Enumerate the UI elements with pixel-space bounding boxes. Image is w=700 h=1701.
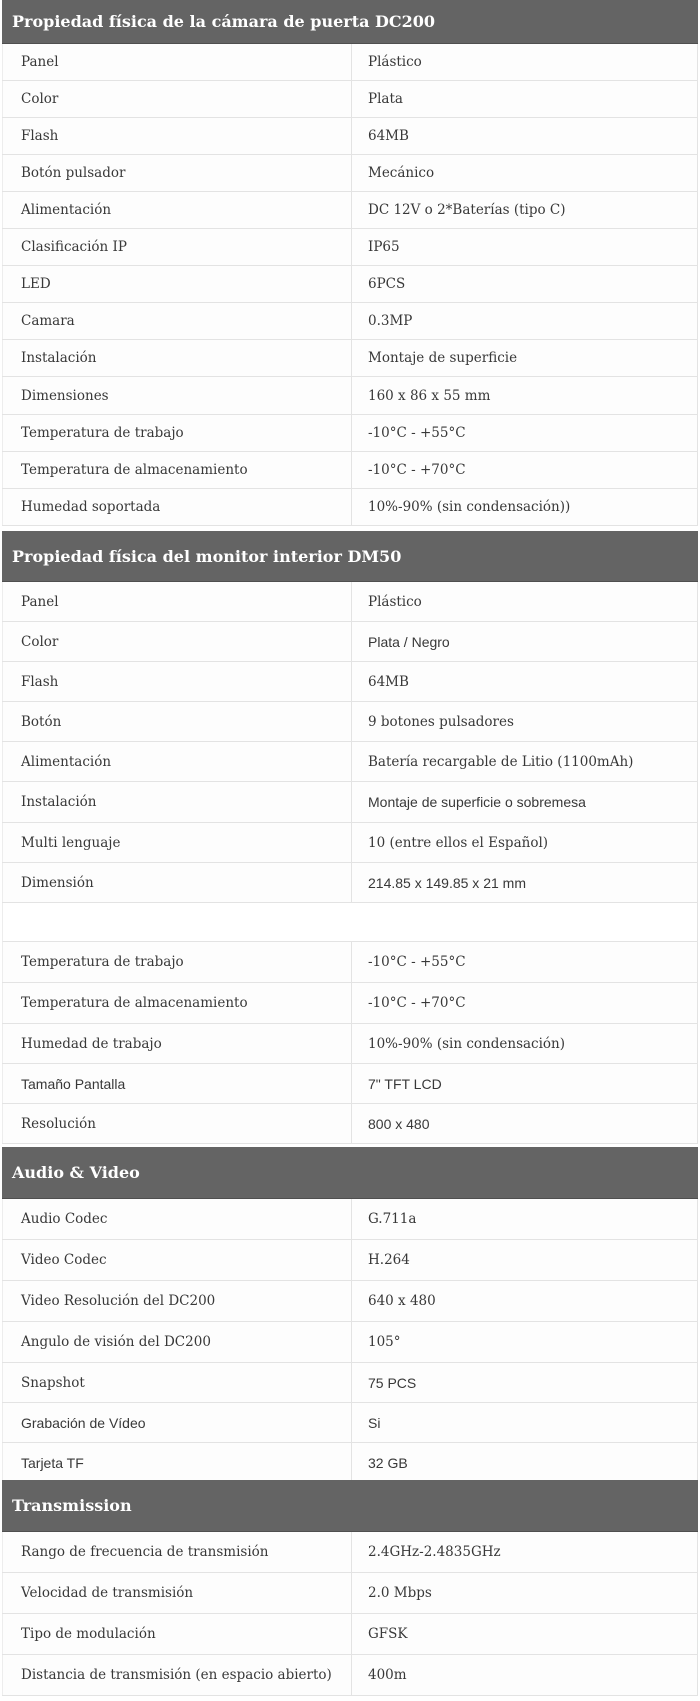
spec-value: 6PCS [352, 266, 698, 302]
spec-key: Alimentación [2, 742, 352, 781]
spec-value: 400m [352, 1655, 698, 1695]
spec-value: 2.0 Mbps [352, 1573, 698, 1613]
table-row [2, 229, 698, 266]
table-row [2, 340, 698, 377]
spec-value: 64MB [352, 118, 698, 154]
spec-key: Humedad soportada [2, 489, 352, 525]
section-door-camera [2, 0, 698, 526]
spec-value: -10°C - +70°C [352, 983, 698, 1023]
spec-value: 214.85 x 149.85 x 21 mm [352, 863, 698, 902]
spec-value: Batería recargable de Litio (1100mAh) [352, 742, 698, 781]
spec-key: Video Codec [2, 1240, 352, 1280]
table-row [2, 303, 698, 340]
spec-key: Humedad de trabajo [2, 1024, 352, 1063]
spec-value: 9 botones pulsadores [352, 702, 698, 741]
spec-value: -10°C - +70°C [352, 452, 698, 488]
table-row [2, 81, 698, 118]
spec-key: Resolución [2, 1104, 352, 1143]
table-row [2, 1199, 698, 1240]
table-row [2, 942, 698, 983]
table-row [2, 1281, 698, 1322]
spec-key: Audio Codec [2, 1199, 352, 1239]
spec-key: Temperatura de almacenamiento [2, 452, 352, 488]
spec-key: Botón [2, 702, 352, 741]
spec-key: Dimensión [2, 863, 352, 902]
spec-key: Color [2, 81, 352, 117]
table-row [2, 452, 698, 489]
spec-key: Temperatura de almacenamiento [2, 983, 352, 1023]
spec-key: Temperatura de trabajo [2, 942, 352, 982]
table-row [2, 266, 698, 303]
table-row [2, 118, 698, 155]
spec-value: Montaje de superficie [352, 340, 698, 376]
table-row [2, 44, 698, 81]
empty-row [2, 903, 698, 942]
table-row [2, 489, 698, 526]
table-row [2, 742, 698, 782]
spec-value: 10%-90% (sin condensación)) [352, 489, 698, 525]
spec-value: 64MB [352, 662, 698, 701]
spec-value: 10 (entre ellos el Español) [352, 823, 698, 862]
table-row [2, 1322, 698, 1363]
table-row [2, 155, 698, 192]
table-row [2, 582, 698, 622]
spec-key: Flash [2, 118, 352, 154]
table-row [2, 662, 698, 702]
spec-value: 160 x 86 x 55 mm [352, 377, 698, 414]
spec-key: Dimensiones [2, 377, 352, 414]
spec-value: DC 12V o 2*Baterías (tipo C) [352, 192, 698, 228]
spec-key: Distancia de transmisión (en espacio abierto) [2, 1655, 352, 1695]
table-row [2, 192, 698, 229]
table-row [2, 1240, 698, 1281]
spec-key: Flash [2, 662, 352, 701]
spec-value: IP65 [352, 229, 698, 265]
table-row [2, 1614, 698, 1655]
spec-key: Clasificación IP [2, 229, 352, 265]
spec-key: Tamaño Pantalla [2, 1064, 352, 1103]
table-row [2, 1024, 698, 1064]
spec-value: 105° [352, 1322, 698, 1362]
spec-value: 0.3MP [352, 303, 698, 339]
spec-key: Alimentación [2, 192, 352, 228]
spec-value: 800 x 480 [352, 1104, 698, 1143]
spec-key: Camara [2, 303, 352, 339]
table-row [2, 1104, 698, 1144]
table-row [2, 983, 698, 1024]
spec-key: Color [2, 622, 352, 661]
section-indoor-monitor [2, 531, 698, 1144]
spec-key: Velocidad de transmisión [2, 1573, 352, 1613]
spec-value: Montaje de superficie o sobremesa [352, 782, 698, 822]
section-title: Transmission [2, 1480, 698, 1532]
table-row [2, 1403, 698, 1443]
table-row [2, 702, 698, 742]
table-row [2, 1064, 698, 1104]
spec-key: Angulo de visión del DC200 [2, 1322, 352, 1362]
spec-value: 10%-90% (sin condensación) [352, 1024, 698, 1063]
table-row [2, 377, 698, 415]
spec-key: Instalación [2, 340, 352, 376]
table-row [2, 1532, 698, 1573]
spec-value: 7" TFT LCD [352, 1064, 698, 1103]
spec-key: Panel [2, 44, 352, 80]
spec-key: Instalación [2, 782, 352, 822]
section-transmission [2, 1480, 698, 1696]
spec-key: Video Resolución del DC200 [2, 1281, 352, 1321]
table-row [2, 823, 698, 863]
table-row [2, 622, 698, 662]
spec-value: 2.4GHz-2.4835GHz [352, 1532, 698, 1572]
spec-key: Panel [2, 582, 352, 621]
spec-key: Botón pulsador [2, 155, 352, 191]
section-audio-video [2, 1147, 698, 1484]
section-title: Audio & Video [2, 1147, 698, 1199]
table-row [2, 863, 698, 903]
table-row [2, 1573, 698, 1614]
table-row [2, 415, 698, 452]
spec-value: Mecánico [352, 155, 698, 191]
table-row [2, 1443, 698, 1484]
spec-value: Plata [352, 81, 698, 117]
table-row [2, 782, 698, 823]
spec-key: Tarjeta TF [2, 1443, 352, 1483]
spec-value: GFSK [352, 1614, 698, 1654]
spec-value: 640 x 480 [352, 1281, 698, 1321]
spec-value: Si [352, 1403, 698, 1442]
section-title: Propiedad física de la cámara de puerta DC200 [2, 0, 698, 44]
spec-value: Plata / Negro [352, 622, 698, 661]
section-title: Propiedad física del monitor interior DM50 [2, 531, 698, 582]
spec-key: LED [2, 266, 352, 302]
spec-key: Tipo de modulación [2, 1614, 352, 1654]
spec-value: -10°C - +55°C [352, 942, 698, 982]
spec-key: Grabación de Vídeo [2, 1403, 352, 1442]
spec-value: -10°C - +55°C [352, 415, 698, 451]
spec-key: Rango de frecuencia de transmisión [2, 1532, 352, 1572]
table-row [2, 1363, 698, 1403]
spec-value: 32 GB [352, 1443, 698, 1483]
spec-key: Temperatura de trabajo [2, 415, 352, 451]
spec-key: Snapshot [2, 1363, 352, 1402]
spec-value: Plástico [352, 582, 698, 621]
spec-key: Multi lenguaje [2, 823, 352, 862]
table-row [2, 1655, 698, 1696]
spec-value: Plástico [352, 44, 698, 80]
spec-value: G.711a [352, 1199, 698, 1239]
spec-value: H.264 [352, 1240, 698, 1280]
spec-value: 75 PCS [352, 1363, 698, 1402]
